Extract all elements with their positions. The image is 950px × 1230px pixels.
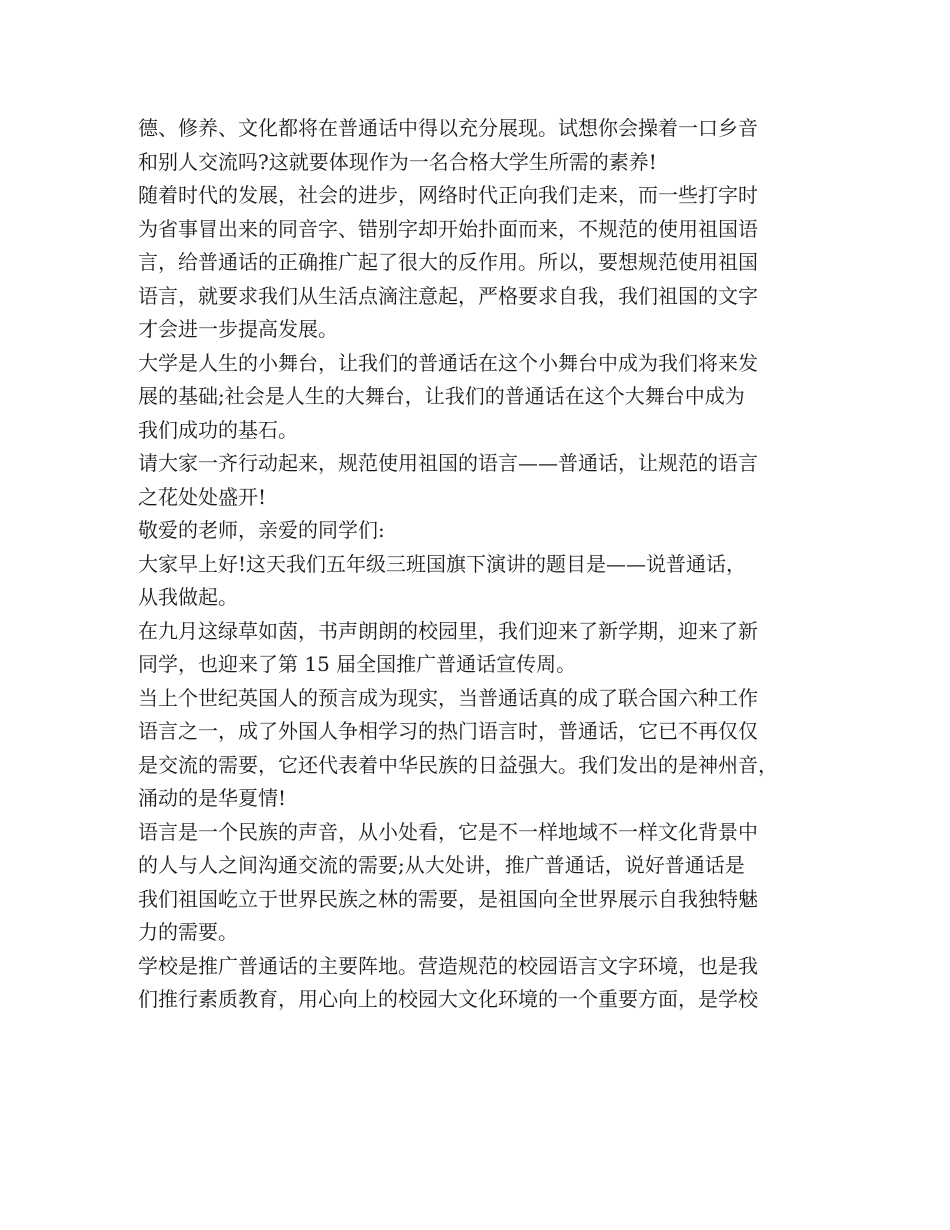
text-line: 在九月这绿草如茵，书声朗朗的校园里，我们迎来了新学期，迎来了新 xyxy=(138,618,758,643)
text-line: 从我做起。 xyxy=(138,585,238,609)
text-line: 学校是推广普通话的主要阵地。营造规范的校园语言文字环境，也是我 xyxy=(138,953,758,978)
text-line: 我们成功的基石。 xyxy=(138,417,298,442)
text-line: 敬爱的老师，亲爱的同学们: xyxy=(138,518,385,542)
text-line: 是交流的需要，它还代表着中华民族的日益强大。我们发出的是神州音， xyxy=(138,752,778,777)
text-line: 德、修养、文化都将在普通话中得以充分展现。试想你会操着一口乡音 xyxy=(138,116,758,140)
text-line: 和别人交流吗?这就要体现作为一名合格大学生所需的素养! xyxy=(138,149,657,174)
text-line: 随着时代的发展，社会的进步，网络时代正向我们走来，而一些打字时 xyxy=(138,183,758,207)
text-line: 语言之一，成了外国人争相学习的热门语言时，普通话，它已不再仅仅 xyxy=(138,719,758,743)
text-line: 的人与人之间沟通交流的需要;从大处讲，推广普通话，说好普通话是 xyxy=(138,853,745,877)
text-line: 为省事冒出来的同音字、错别字却开始扑面而来，不规范的使用祖国语 xyxy=(138,216,758,241)
text-line: 们推行素质教育，用心向上的校园大文化环境的一个重要方面，是学校 xyxy=(138,987,758,1011)
text-line: 同学，也迎来了第 15 届全国推广普通话宣传周。 xyxy=(138,652,577,676)
text-line: 言，给普通话的正确推广起了很大的反作用。所以，要想规范使用祖国 xyxy=(138,250,758,274)
text-line: 我们祖国屹立于世界民族之林的需要，是祖国向全世界展示自我独特魅 xyxy=(138,886,758,911)
text-line: 力的需要。 xyxy=(138,920,238,944)
text-line: 当上个世纪英国人的预言成为现实，当普通话真的成了联合国六种工作 xyxy=(138,685,758,710)
text-line: 涌动的是华夏情! xyxy=(138,786,287,810)
document-body xyxy=(138,112,818,1017)
text-line: 请大家一齐行动起来，规范使用祖国的语言——普通话，让规范的语言 xyxy=(138,451,758,475)
text-line: 大家早上好!这天我们五年级三班国旗下演讲的题目是——说普通话， xyxy=(138,551,747,576)
text-line: 展的基础;社会是人生的大舞台，让我们的普通话在这个大舞台中成为 xyxy=(138,384,745,408)
text-line: 才会进一步提高发展。 xyxy=(138,317,338,341)
text-line: 语言是一个民族的声音，从小处看，它是不一样地域不一样文化背景中 xyxy=(138,819,758,844)
text-line: 语言，就要求我们从生活点滴注意起，严格要求自我，我们祖国的文字 xyxy=(138,283,758,308)
text-line: 大学是人生的小舞台，让我们的普通话在这个小舞台中成为我们将来发 xyxy=(138,350,758,375)
text-line: 之花处处盛开! xyxy=(138,484,267,509)
